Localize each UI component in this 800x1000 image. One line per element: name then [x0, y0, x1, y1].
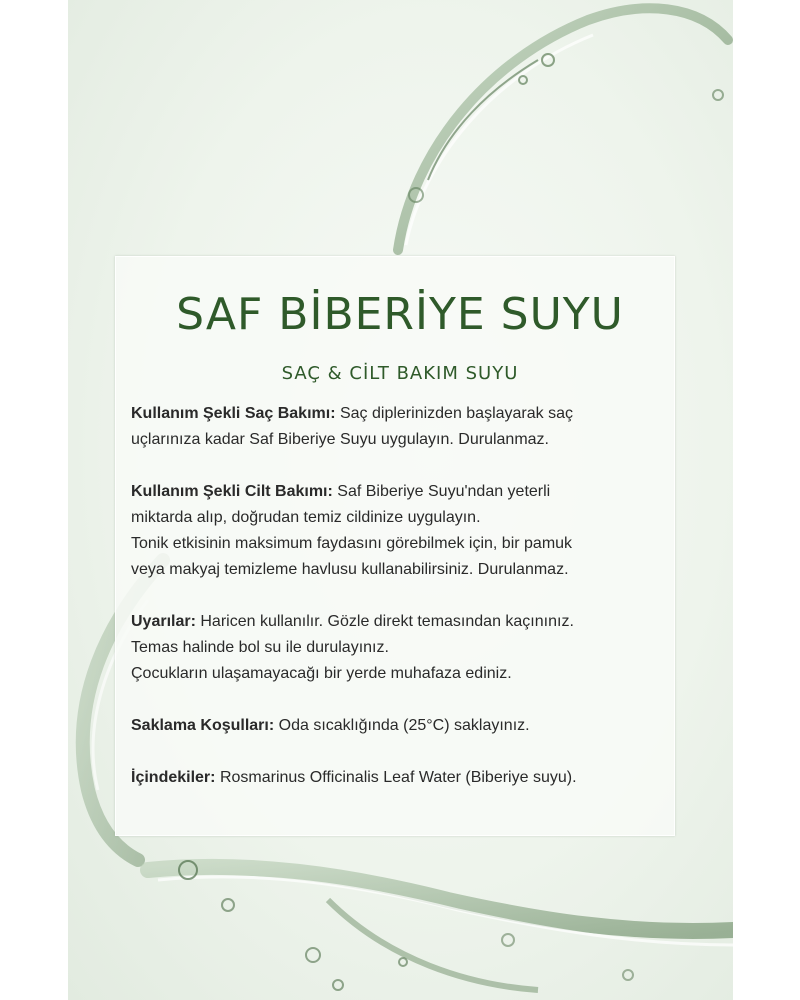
skin-care-text-1: Saf Biberiye Suyu'ndan yeterli [337, 483, 551, 500]
product-subtitle: SAÇ & CİLT BAKIM SUYU [281, 363, 519, 384]
skin-care-section [131, 479, 681, 583]
hair-care-label: Kullanım Şekli Saç Bakımı: [131, 405, 336, 422]
usage-instructions [131, 401, 681, 817]
product-title: SAF BİBERİYE SUYU [176, 289, 624, 340]
ingredients-section [131, 765, 681, 791]
skin-care-text-3: Tonik etkisinin maksimum faydasını görebilmek için, bir pamuk [131, 535, 573, 552]
hair-care-text-2: uçlarınıza kadar Saf Biberiye Suyu uygulayın. Durulanmaz. [131, 431, 549, 448]
warnings-line-1 [131, 609, 681, 635]
skin-care-text-2: miktarda alıp, doğrudan temiz cildinize uygulayın. [131, 509, 481, 526]
hair-care-line-1 [131, 401, 681, 427]
warnings-text-3: Çocukların ulaşamayacağı bir yerde muhafaza ediniz. [131, 665, 512, 682]
warnings-label: Uyarılar: [131, 613, 196, 630]
storage-text: Oda sıcaklığında (25°C) saklayınız. [278, 717, 530, 734]
skin-care-line-1 [131, 479, 681, 505]
ingredients-label: İçindekiler: [131, 769, 216, 786]
hair-care-section [131, 401, 681, 453]
storage-section [131, 713, 681, 739]
ingredients-line [131, 765, 681, 791]
warnings-text-1: Haricen kullanılır. Gözle direkt temasından kaçınınız. [200, 613, 574, 630]
hair-care-text-1: Saç diplerinizden başlayarak saç [339, 405, 573, 422]
skin-care-label: Kullanım Şekli Cilt Bakımı: [131, 483, 333, 500]
warnings-section [131, 609, 681, 687]
warnings-text-2: Temas halinde bol su ile durulayınız. [131, 639, 389, 656]
skin-care-text-4: veya makyaj temizleme havlusu kullanabilirsiniz. Durulanmaz. [131, 561, 569, 578]
storage-line [131, 713, 681, 739]
ingredients-text: Rosmarinus Officinalis Leaf Water (Biberiye suyu). [219, 769, 577, 786]
storage-label: Saklama Koşulları: [131, 717, 275, 734]
